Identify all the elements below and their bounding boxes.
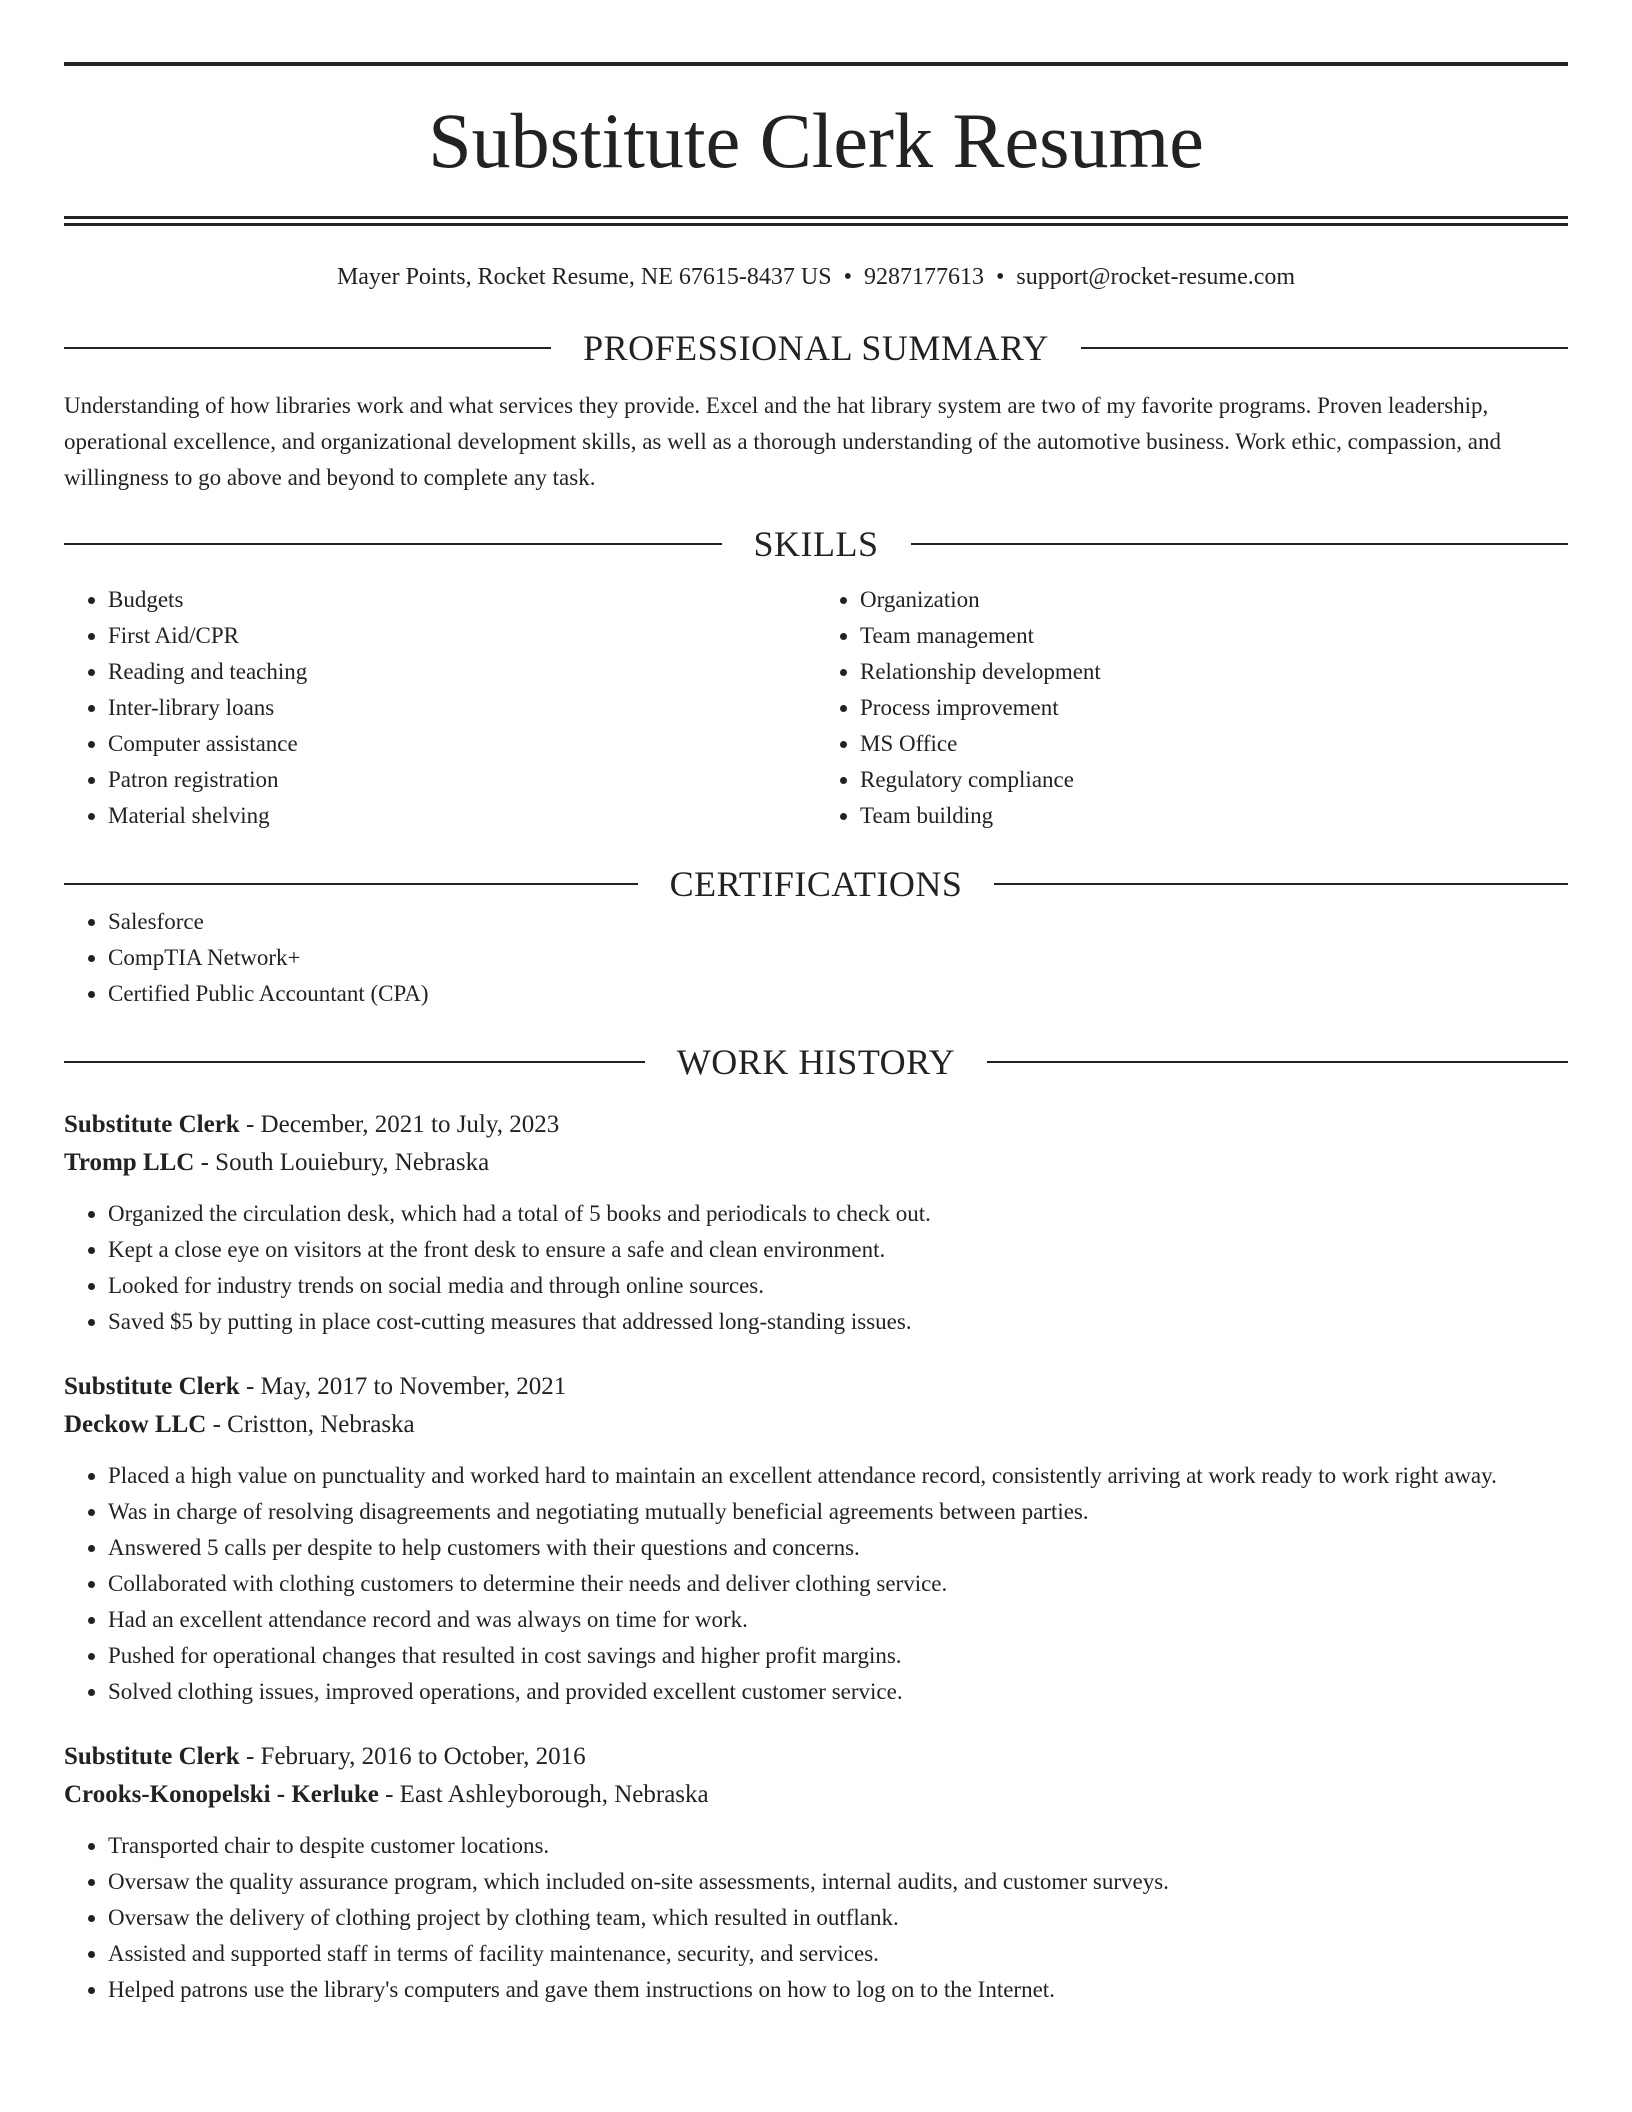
list-item: • MS Office <box>860 726 1568 762</box>
section-title: SKILLS <box>753 524 879 564</box>
contact-address: Mayer Points, Rocket Resume, NE 67615-8437 US <box>336 264 832 290</box>
list-item: • Team management <box>860 618 1568 654</box>
list-item: • Budgets <box>108 582 816 618</box>
list-item: • Collaborated with clothing customers to determine their needs and deliver clothing service. <box>108 1566 1568 1602</box>
list-item: • Relationship development <box>860 654 1568 690</box>
section-title: WORK HISTORY <box>676 1042 956 1082</box>
job-company-line <box>64 1776 1568 1814</box>
section-title: CERTIFICATIONS <box>669 864 963 904</box>
list-item: • Process improvement <box>860 690 1568 726</box>
list-item: • Organization <box>860 582 1568 618</box>
list-item: • Was in charge of resolving disagreements and negotiating mutually beneficial agreements between parties. <box>108 1494 1568 1530</box>
list-item: • Salesforce <box>108 904 1568 940</box>
heading-rule <box>911 543 1569 545</box>
job-location: - South Louiebury, Nebraska <box>194 1149 490 1176</box>
list-item: • Solved clothing issues, improved operations, and provided excellent customer service. <box>108 1674 1568 1710</box>
job-entry <box>64 1738 1568 2008</box>
list-item: • Answered 5 calls per despite to help customers with their questions and concerns. <box>108 1530 1568 1566</box>
list-item: • Placed a high value on punctuality and worked hard to maintain an excellent attendance record, consistently arriving at work ready to work right away. <box>108 1458 1568 1494</box>
job-company: Crooks-Konopelski - Kerluke <box>64 1781 379 1808</box>
job-title-line <box>64 1738 1568 1776</box>
heading-rule <box>64 883 638 885</box>
contact-line <box>64 262 1568 292</box>
list-item: • Had an excellent attendance record and was always on time for work. <box>108 1602 1568 1638</box>
job-location: - Cristton, Nebraska <box>206 1411 415 1438</box>
resume-page <box>64 62 1568 2008</box>
list-item: • Patron registration <box>108 762 816 798</box>
job-company-line <box>64 1406 1568 1444</box>
skills-grid <box>64 582 1568 834</box>
list-item: • Reading and teaching <box>108 654 816 690</box>
list-item: • Oversaw the quality assurance program, which included on-site assessments, internal audits, and customer surveys. <box>108 1864 1568 1900</box>
list-item: • Regulatory compliance <box>860 762 1568 798</box>
job-dates: - December, 2021 to July, 2023 <box>239 1111 560 1138</box>
job-title: Substitute Clerk <box>64 1743 240 1770</box>
job-company-line <box>64 1144 1568 1182</box>
list-item: • Inter-library loans <box>108 690 816 726</box>
heading-rule <box>64 1061 645 1063</box>
job-bullets <box>64 1828 1568 2008</box>
skills-list-right <box>816 582 1568 834</box>
job-company: Deckow LLC <box>64 1411 207 1438</box>
list-item: • Looked for industry trends on social media and through online sources. <box>108 1268 1568 1304</box>
heading-rule <box>1081 347 1568 349</box>
job-dates: - May, 2017 to November, 2021 <box>239 1373 567 1400</box>
job-location: - East Ashleyborough, Nebraska <box>378 1781 709 1808</box>
job-title-line <box>64 1106 1568 1144</box>
job-bullets <box>64 1458 1568 1710</box>
heading-rule <box>987 1061 1568 1063</box>
job-title-line <box>64 1368 1568 1406</box>
title-double-rule <box>64 216 1568 226</box>
heading-rule <box>64 347 551 349</box>
list-item: • Team building <box>860 798 1568 834</box>
list-item: • Kept a close eye on visitors at the front desk to ensure a safe and clean environment. <box>108 1232 1568 1268</box>
job-entry <box>64 1106 1568 1340</box>
job-entry <box>64 1368 1568 1710</box>
section-heading-skills <box>64 524 1568 564</box>
contact-separator: • <box>995 264 1005 290</box>
job-company: Tromp LLC <box>64 1149 195 1176</box>
list-item: • Pushed for operational changes that resulted in cost savings and higher profit margins. <box>108 1638 1568 1674</box>
contact-separator: • <box>843 264 852 290</box>
job-title: Substitute Clerk <box>64 1373 240 1400</box>
job-title: Substitute Clerk <box>64 1111 240 1138</box>
heading-rule <box>64 543 722 545</box>
section-heading-work-history <box>64 1042 1568 1082</box>
certifications-list <box>64 904 1568 1012</box>
list-item: • Saved $5 by putting in place cost-cutting measures that addressed long-standing issues. <box>108 1304 1568 1340</box>
list-item: • Helped patrons use the library's computers and gave them instructions on how to log on to the Internet. <box>108 1972 1568 2008</box>
contact-phone: 9287177613 <box>863 264 984 290</box>
list-item: • First Aid/CPR <box>108 618 816 654</box>
list-item: • Certified Public Accountant (CPA) <box>108 976 1568 1012</box>
list-item: • CompTIA Network+ <box>108 940 1568 976</box>
section-heading-certifications <box>64 864 1568 904</box>
section-title: PROFESSIONAL SUMMARY <box>583 328 1049 368</box>
list-item: • Oversaw the delivery of clothing project by clothing team, which resulted in outflank. <box>108 1900 1568 1936</box>
list-item: • Material shelving <box>108 798 816 834</box>
skills-list-left <box>64 582 816 834</box>
list-item: • Organized the circulation desk, which had a total of 5 books and periodicals to check out. <box>108 1196 1568 1232</box>
list-item: • Transported chair to despite customer locations. <box>108 1828 1568 1864</box>
contact-email: support@rocket-resume.com <box>1016 264 1296 290</box>
top-rule <box>64 62 1568 66</box>
section-heading-summary <box>64 328 1568 368</box>
list-item: • Computer assistance <box>108 726 816 762</box>
summary-text: Understanding of how libraries work and what services they provide. Excel and the hat library system are two of my favorite programs. Proven leadership, operational excellence, and organizational development skills, as well as a thorough understanding of the automotive business. Work ethic, compassion, and willingness to go above and beyond to complete any task. <box>64 393 1501 490</box>
heading-rule <box>994 883 1568 885</box>
job-dates: - February, 2016 to October, 2016 <box>239 1743 586 1770</box>
list-item: • Assisted and supported staff in terms of facility maintenance, security, and services. <box>108 1936 1568 1972</box>
page-title: Substitute Clerk Resume <box>428 97 1204 184</box>
job-bullets <box>64 1196 1568 1340</box>
